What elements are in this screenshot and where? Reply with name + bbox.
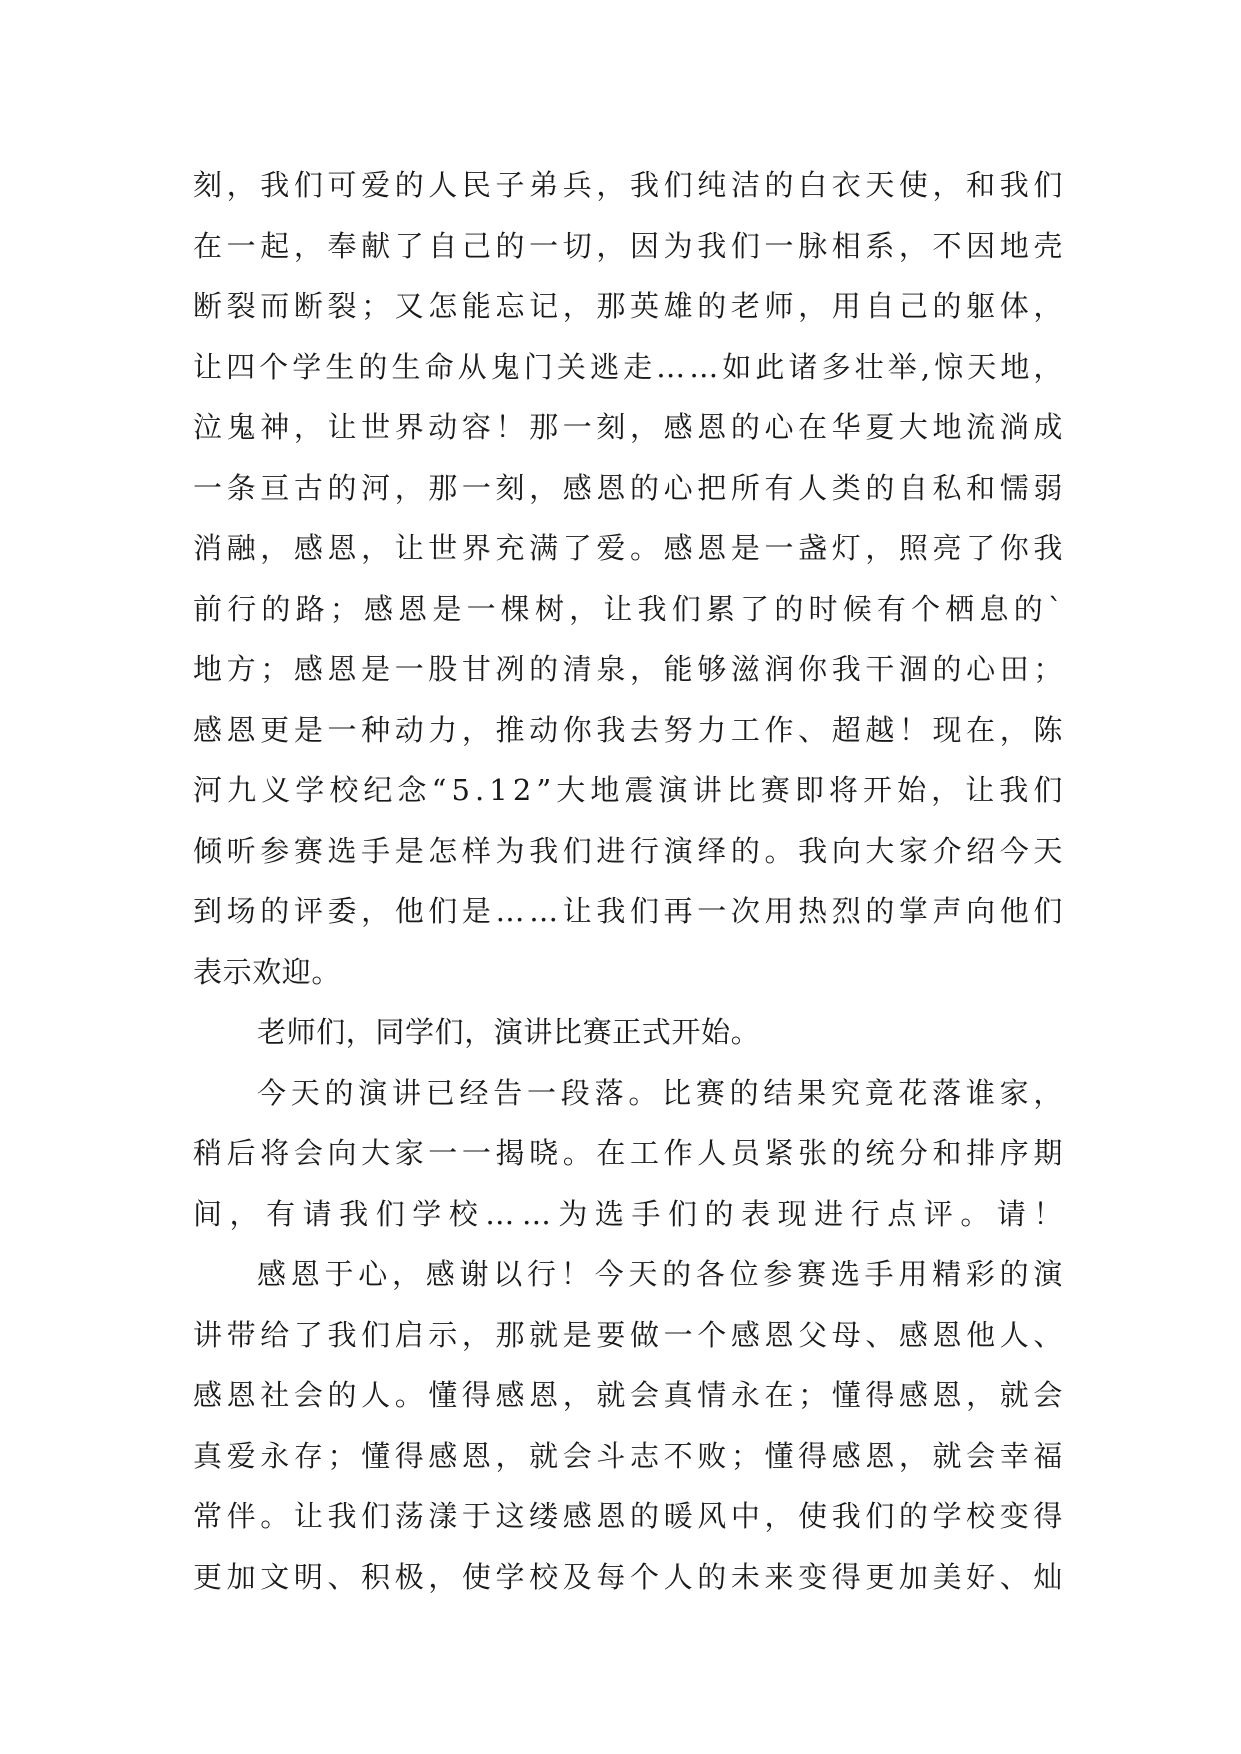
text-line: 倾听参赛选手是怎样为我们进行演绎的。我向大家介绍今天	[193, 833, 1068, 868]
text-line: 间，有请我们学校……为选手们的表现进行点评。请！	[193, 1196, 1070, 1231]
paragraph-start-line: 老师们，同学们，演讲比赛正式开始。	[257, 1015, 761, 1049]
text-line: 一条亘古的河，那一刻，感恩的心把所有人类的自私和懦弱	[193, 470, 1068, 505]
text-line: 真爱永存；懂得感恩，就会斗志不败；懂得感恩，就会幸福	[193, 1438, 1068, 1473]
text-line: 泣鬼神，让世界动容！那一刻，感恩的心在华夏大地流淌成	[193, 410, 1068, 444]
text-line: 常伴。让我们荡漾于这缕感恩的暖风中，使我们的学校变得	[193, 1499, 1068, 1533]
text-line: 前行的路；感恩是一棵树，让我们累了的时候有个栖息的`	[193, 591, 1068, 626]
text-line: 到场的评委，他们是……让我们再一次用热烈的掌声向他们	[193, 894, 1068, 928]
text-line: 稍后将会向大家一一揭晓。在工作人员紧张的统分和排序期	[193, 1136, 1068, 1170]
text-line: 让四个学生的生命从鬼门关逃走……如此诸多壮举,惊天地，	[193, 349, 1067, 384]
text-line: 讲带给了我们启示，那就是要做一个感恩父母、感恩他人、	[193, 1317, 1068, 1352]
text-line: 河九义学校纪念“5.12”大地震演讲比赛即将开始，让我们	[193, 773, 1068, 807]
paragraph-start-line: 感恩于心，感谢以行！今天的各位参赛选手用精彩的演	[257, 1257, 1068, 1291]
text-line: 刻，我们可爱的人民子弟兵，我们纯洁的白衣天使，和我们	[193, 168, 1068, 202]
text-line: 更加文明、积极，使学校及每个人的未来变得更加美好、灿	[193, 1559, 1068, 1594]
paragraph-start-line: 今天的演讲已经告一段落。比赛的结果究竟花落谁家，	[257, 1075, 1068, 1110]
text-line: 感恩社会的人。懂得感恩，就会真情永在；懂得感恩，就会	[193, 1378, 1068, 1412]
text-line: 消融，感恩，让世界充满了爱。感恩是一盏灯，照亮了你我	[193, 531, 1068, 565]
text-line: 断裂而断裂；又怎能忘记，那英雄的老师，用自己的躯体，	[193, 289, 1068, 323]
document-body	[193, 155, 1070, 1607]
text-line: 感恩更是一种动力，推动你我去努力工作、超越！现在，陈	[193, 712, 1068, 747]
text-line: 表示欢迎。	[193, 954, 342, 989]
text-line: 地方；感恩是一股甘冽的清泉，能够滋润你我干涸的心田；	[193, 652, 1068, 686]
text-line: 在一起，奉献了自己的一切，因为我们一脉相系，不因地壳	[193, 228, 1068, 263]
